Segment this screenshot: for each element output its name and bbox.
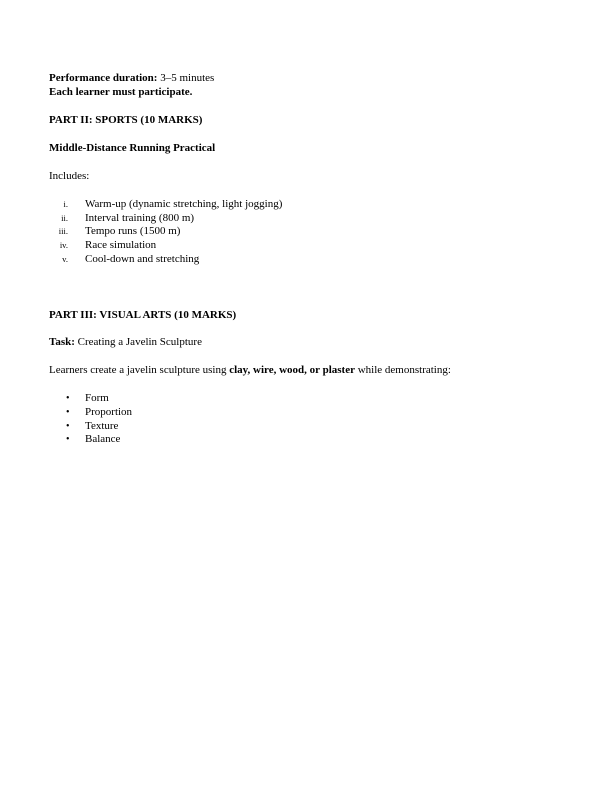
task-value: Creating a Javelin Sculpture: [74, 336, 202, 348]
intro-before: Learners create a javelin sculpture using: [49, 364, 230, 376]
performance-duration-value: 3–5 minutes: [157, 72, 215, 84]
includes-label: Includes:: [49, 170, 90, 182]
intro-line: [49, 364, 451, 377]
list-marker: iv.: [59, 240, 68, 250]
list-item-text: Warm-up (dynamic stretching, light jogging): [85, 198, 283, 210]
part2-heading-text: PART II: SPORTS (10 MARKS): [49, 114, 203, 126]
list-item-text: Form: [85, 392, 109, 404]
intro-materials: clay, wire, wood, or plaster: [229, 364, 355, 376]
list-item-text: Tempo runs (1500 m): [85, 225, 181, 237]
list-marker: ii.: [61, 213, 68, 223]
part2-heading: [49, 114, 202, 127]
part3-heading-text: PART III: VISUAL ARTS (10 MARKS): [49, 309, 237, 321]
list-item-text: Race simulation: [85, 239, 157, 251]
task-label: Task:: [49, 336, 75, 348]
performance-duration-label: Performance duration:: [49, 72, 158, 84]
bullet-icon: •: [66, 407, 70, 418]
part3-heading: [49, 309, 236, 322]
list-marker: i.: [63, 199, 68, 209]
part2-subheading-text: Middle-Distance Running Practical: [49, 142, 216, 154]
bullet-icon: •: [66, 421, 70, 432]
participation-line: [49, 86, 192, 99]
intro-after: while demonstrating:: [354, 364, 451, 376]
list-item-text: Balance: [85, 433, 121, 445]
list-item-text: Texture: [85, 420, 119, 432]
list-marker: iii.: [58, 226, 68, 236]
list-item-text: Proportion: [85, 406, 133, 418]
list-marker: v.: [62, 254, 68, 264]
performance-duration-line: [49, 72, 214, 85]
bullet-icon: •: [66, 434, 70, 445]
part2-subheading: [49, 142, 215, 155]
list-item-text: Interval training (800 m): [85, 212, 195, 224]
participation-text: Each learner must participate.: [49, 86, 193, 98]
task-line: [49, 336, 202, 349]
bullet-icon: •: [66, 393, 70, 404]
list-item-text: Cool-down and stretching: [85, 253, 200, 265]
